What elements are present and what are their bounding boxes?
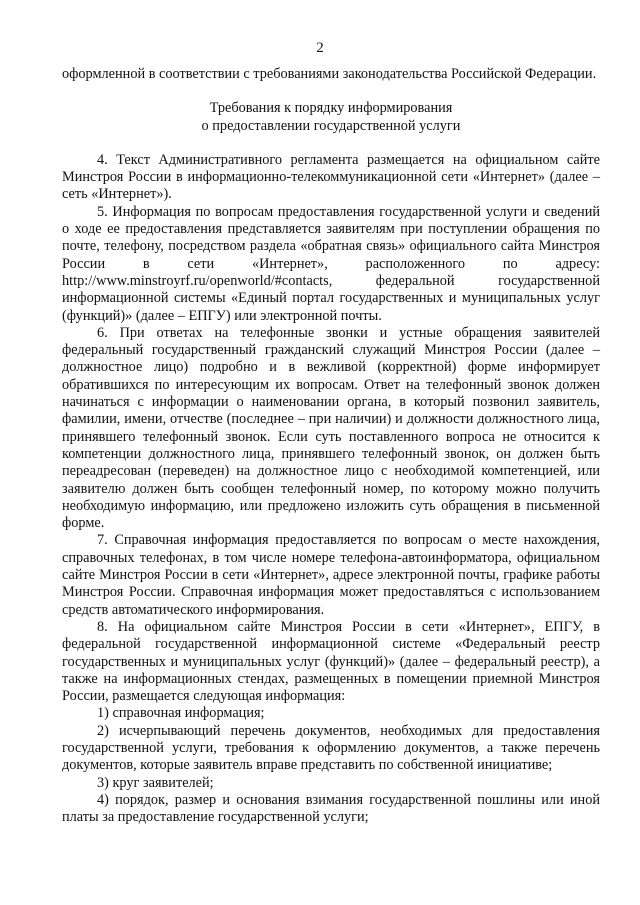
paragraph-4: 4. Текст Административного регламента размещается на официальном сайте Минстроя России в информационно-телекоммуникационной сети «Интернет» (далее – сеть «Интернет»). <box>62 151 600 203</box>
paragraph-6: 6. При ответах на телефонные звонки и устные обращения заявителей федеральный государственный гражданский служащий Минстроя России (далее – должностное лицо) подробно и в вежливой (корректной) форме информирует обратившихся по интересующим их вопросам. Ответ на телефонный звонок должен начинаться с информации о наименовании органа, в который позвонил заявитель, фамилии, имени, отчестве (последнее – при наличии) и должности должностного лица, принявшего телефонный звонок. Если суть поставленного вопроса не относится к компетенции должностного лица, принявшего телефонный звонок, он должен быть переадресован (переведен) на должностное лицо с необходимой компетенцией, или заявителю должен быть сообщен телефонный номер, по которому можно получить необходимую информацию, или предложено изложить суть обращения в письменной форме. <box>62 324 600 532</box>
section-heading-line-2: о предоставлении государственной услуги <box>201 117 461 134</box>
page-number: 2 <box>316 40 324 56</box>
list-item-1: 1) справочная информация; <box>97 705 265 722</box>
list-item-2: 2) исчерпывающий перечень документов, необходимых для предоставления государственной услуги, требования к оформлению документов, а также перечень документов, которые заявитель вправе представить по собственной инициативе; <box>62 722 600 774</box>
intro-paragraph: оформленной в соответствии с требованиями законодательства Российской Федерации. <box>62 66 597 82</box>
paragraph-7: 7. Справочная информация предоставляется по вопросам о месте нахождения, справочных телефонах, в том числе номере телефона-автоинформатора, официальном сайте Минстроя России в сети «Интернет», адресе электронной почты, графике работы Минстроя России. Справочная информация может предоставляться с использованием средств автоматического информирования. <box>62 532 600 618</box>
list-item-3: 3) круг заявителей; <box>97 774 214 791</box>
paragraph-5: 5. Информация по вопросам предоставления государственной услуги и сведений о ходе ее предоставления представляется заявителям при поступлении обращения по почте, телефону, посредством раздела «обратная связь» официального сайта Минстроя России в сети «Интернет», расположенного по адресу: http://www.minstroyrf.ru/openworld/#contacts, федеральной государственной информационной системы «Единый портал государственных и муниципальных услуг (функций)» (далее – ЕПГУ) или электронной почты. <box>62 203 600 324</box>
section-heading-line-1: Требования к порядку информирования <box>209 100 453 117</box>
document-body <box>62 66 600 826</box>
list-item-4: 4) порядок, размер и основания взимания государственной пошлины или иной платы за предоставление государственной услуги; <box>62 791 600 826</box>
paragraph-8: 8. На официальном сайте Минстроя России в сети «Интернет», ЕПГУ, в федеральной государственной информационной системе «Федеральный реестр государственных и муниципальных услуг (функций)» (далее – федеральный реестр), а также на информационных стендах, размещенных в помещении приемной Минстроя России, размещается следующая информация: <box>62 618 600 705</box>
section-heading <box>62 100 600 135</box>
